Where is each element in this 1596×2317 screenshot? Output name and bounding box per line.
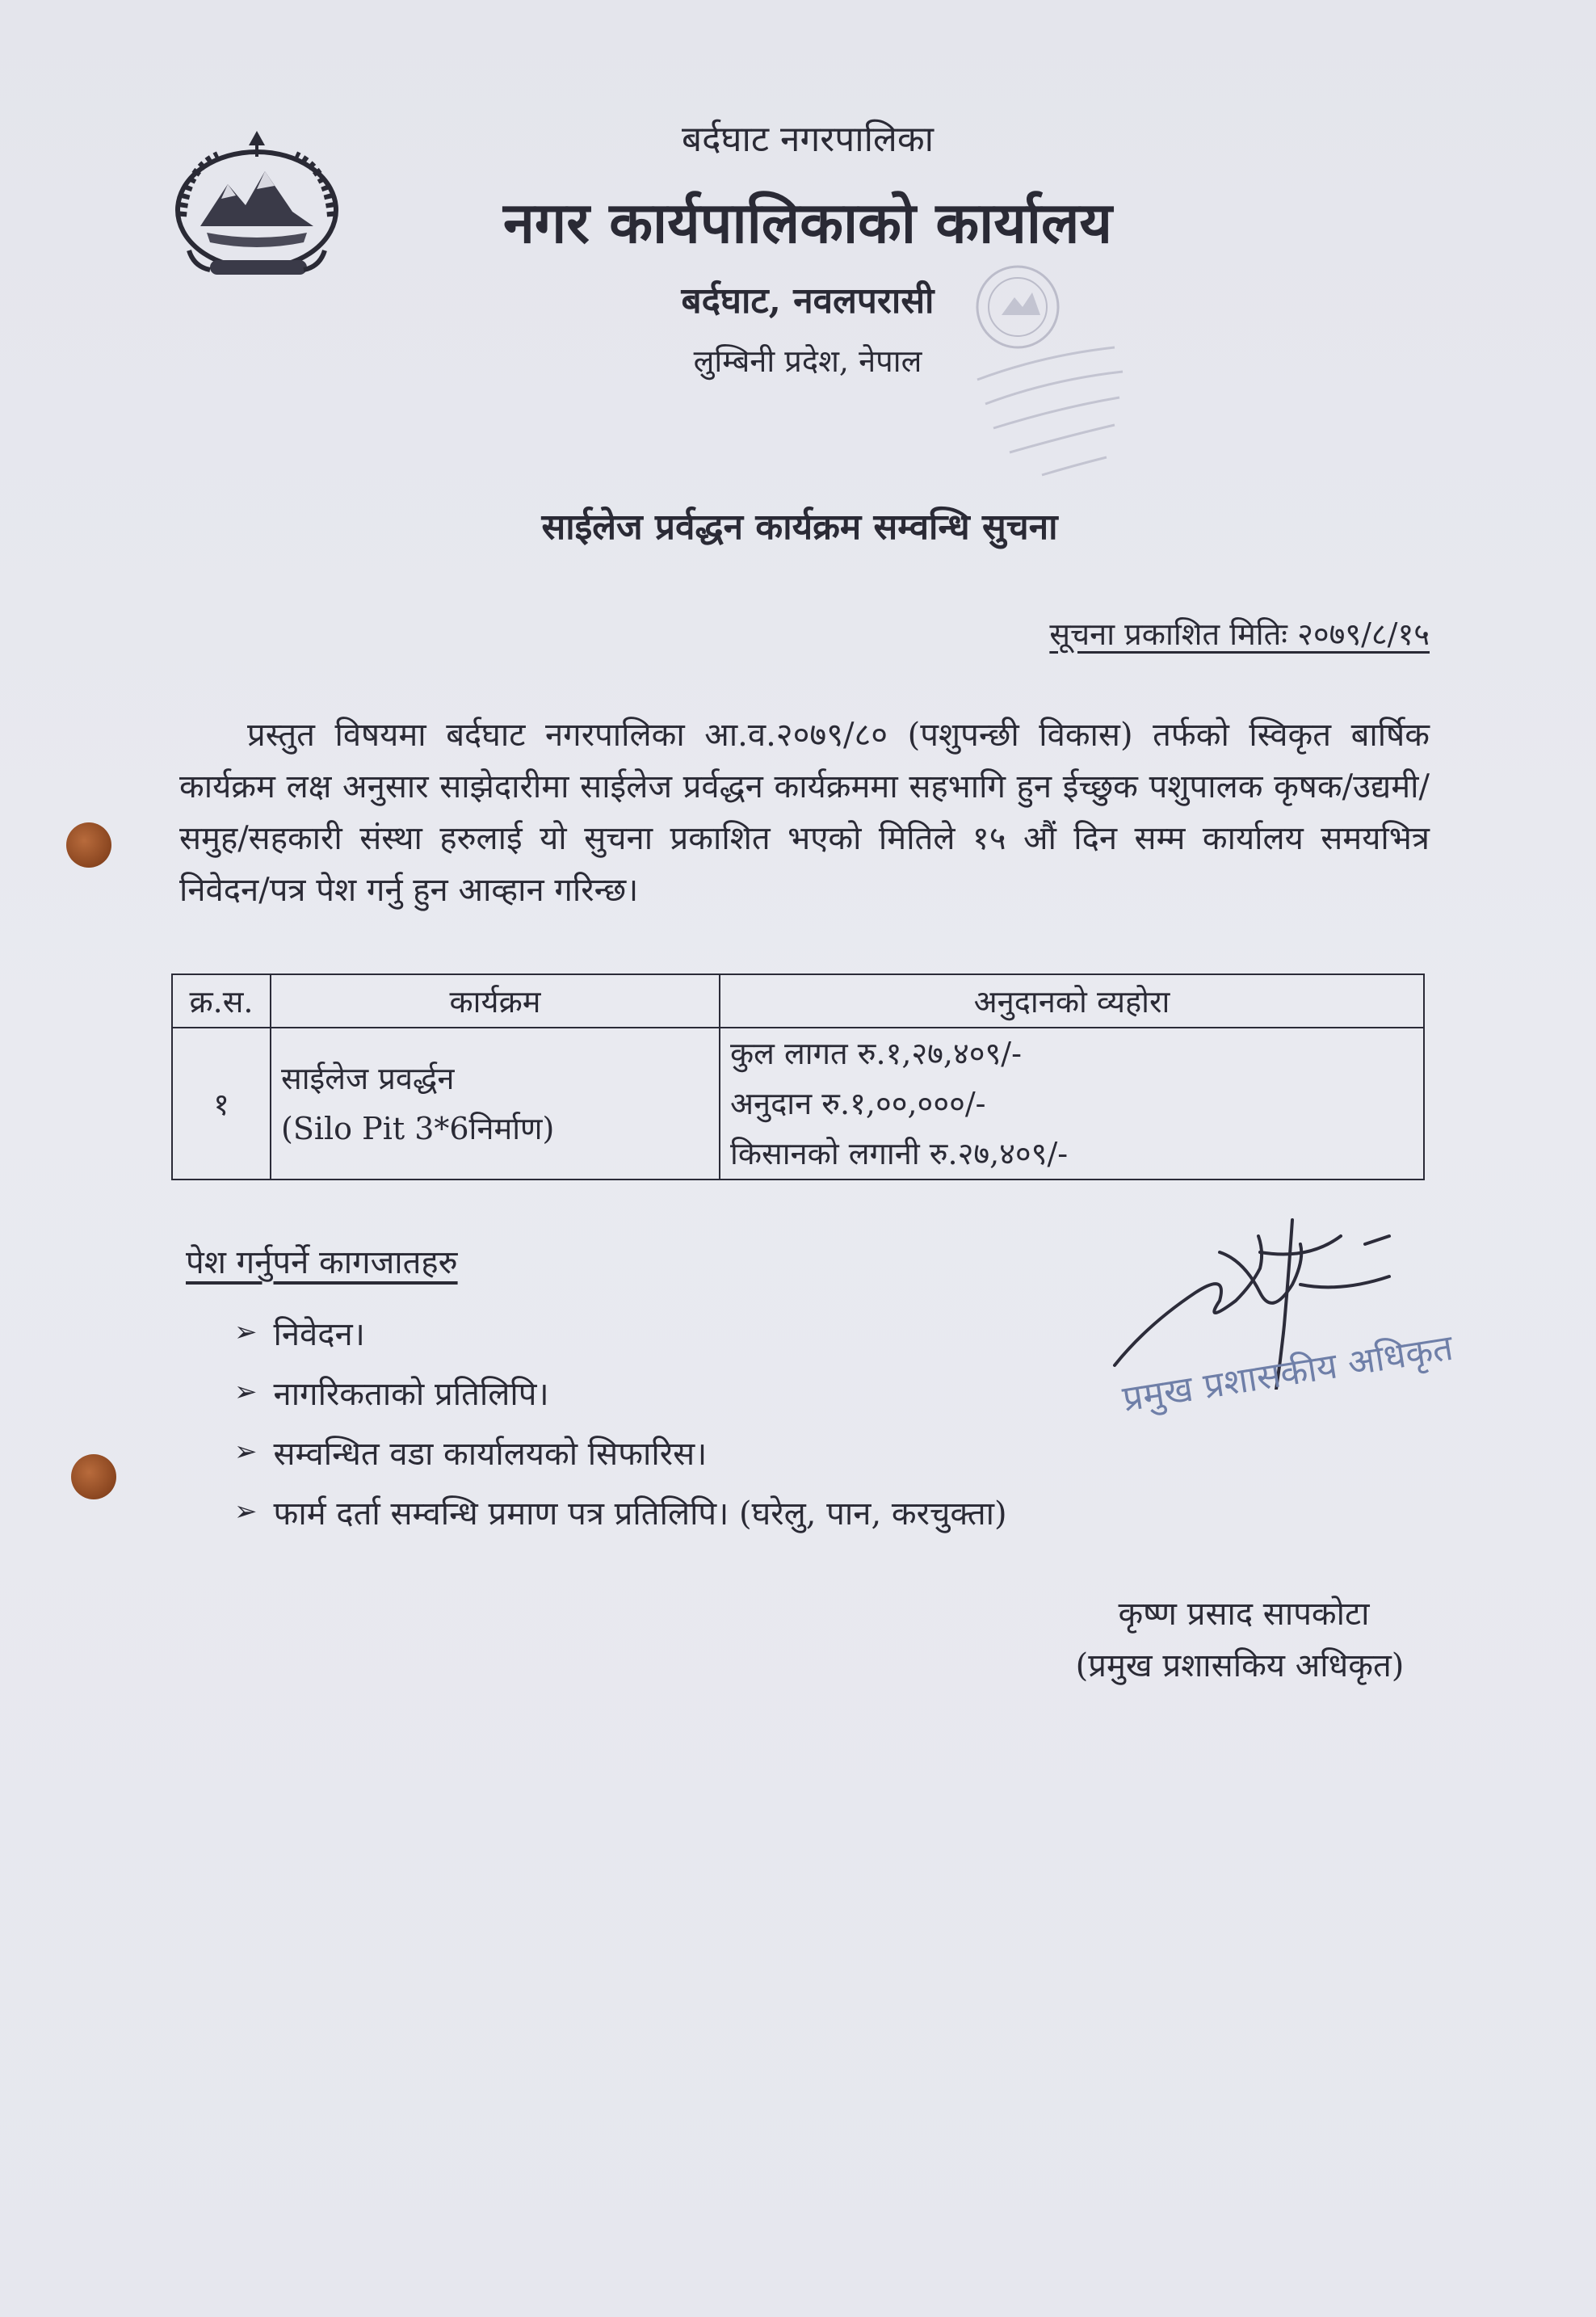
office-name: नगर कार्यपालिकाको कार्यालय bbox=[502, 189, 1113, 256]
list-item bbox=[234, 1482, 1007, 1541]
list-item bbox=[234, 1422, 1007, 1482]
document-item-text: निवेदन। bbox=[273, 1315, 365, 1353]
documents-list bbox=[234, 1302, 1007, 1541]
arrow-bullet-icon: ➢ bbox=[234, 1495, 258, 1528]
documents-heading: पेश गर्नुपर्ने कागजातहरु bbox=[186, 1244, 458, 1281]
header-serial: क्र.स. bbox=[172, 974, 271, 1028]
designation-stamp: प्रमुख प्रशासकीय अधिकृत bbox=[1119, 1327, 1456, 1420]
arrow-bullet-icon: ➢ bbox=[234, 1376, 258, 1408]
signer-name: कृष्ण प्रसाद सापकोटा bbox=[1118, 1596, 1370, 1633]
signer-title: (प्रमुख प्रशासकिय अधिकृत) bbox=[1075, 1647, 1405, 1684]
nepal-government-emblem-icon bbox=[162, 121, 355, 291]
document-item-text: फार्म दर्ता सम्वन्धि प्रमाण पत्र प्रतिलिपि। (घरेलु, पान, करचुक्ता) bbox=[273, 1495, 1007, 1533]
grant-table bbox=[171, 973, 1425, 1180]
header-program: कार्यक्रम bbox=[271, 974, 720, 1028]
office-province: लुम्बिनी प्रदेश, नेपाल bbox=[693, 343, 922, 379]
cell-serial: १ bbox=[172, 1028, 271, 1180]
table-header-row bbox=[172, 974, 1424, 1028]
punch-hole-top bbox=[66, 822, 111, 868]
header-grant-details: अनुदानको व्यहोरा bbox=[720, 974, 1424, 1028]
punch-hole-bottom bbox=[71, 1454, 116, 1499]
grant-amount: अनुदान रु.१,००,०००/- bbox=[730, 1086, 986, 1121]
program-name: साईलेज प्रवर्द्धन bbox=[281, 1061, 455, 1096]
program-detail: (Silo Pit 3*6निर्माण) bbox=[281, 1111, 555, 1146]
farmer-investment: किसानको लगानी रु.२७,४०९/- bbox=[730, 1136, 1069, 1171]
arrow-bullet-icon: ➢ bbox=[234, 1316, 258, 1348]
list-item bbox=[234, 1302, 1007, 1362]
notice-body: प्रस्तुत विषयमा बर्दघाट नगरपालिका आ.व.२०७९/८० (पशुपन्छी विकास) तर्फको स्विकृत बार्षिक कार्यक्रम लक्ष अनुसार साझेदारीमा साईलेज प्रर्वद्धन कार्यक्रममा सहभागि हुन ईच्छुक पशुपालक कृषक/उद्यमी/समुह/सहकारी संस्था हरुलाई यो सुचना प्रकाशित भएको मितिले १५ औं दिन सम्म कार्यालय समयभित्र निवेदन/पत्र पेश गर्नु हुन आव्हान गरिन्छ। bbox=[179, 717, 1430, 909]
publish-date: सूचना प्रकाशित मितिः २०७९/८/१५ bbox=[1049, 616, 1430, 652]
municipality-name: बर्दघाट नगरपालिका bbox=[681, 119, 934, 160]
total-cost: कुल लागत रु.१,२७,४०९/- bbox=[730, 1036, 1022, 1071]
arrow-bullet-icon: ➢ bbox=[234, 1436, 258, 1468]
office-address: बर्दघाट, नवलपरासी bbox=[681, 280, 934, 322]
office-seal-stamp-icon bbox=[929, 259, 1139, 485]
table-row bbox=[172, 1028, 1424, 1180]
document-item-text: नागरिकताको प्रतिलिपि। bbox=[273, 1375, 549, 1413]
cell-program bbox=[271, 1028, 720, 1180]
list-item bbox=[234, 1362, 1007, 1422]
cell-grant-details bbox=[720, 1028, 1424, 1180]
notice-title: साईलेज प्रर्वद्धन कार्यक्रम सम्वन्धि सुचना bbox=[541, 507, 1058, 548]
document-item-text: सम्वन्धित वडा कार्यालयको सिफारिस। bbox=[273, 1435, 708, 1473]
